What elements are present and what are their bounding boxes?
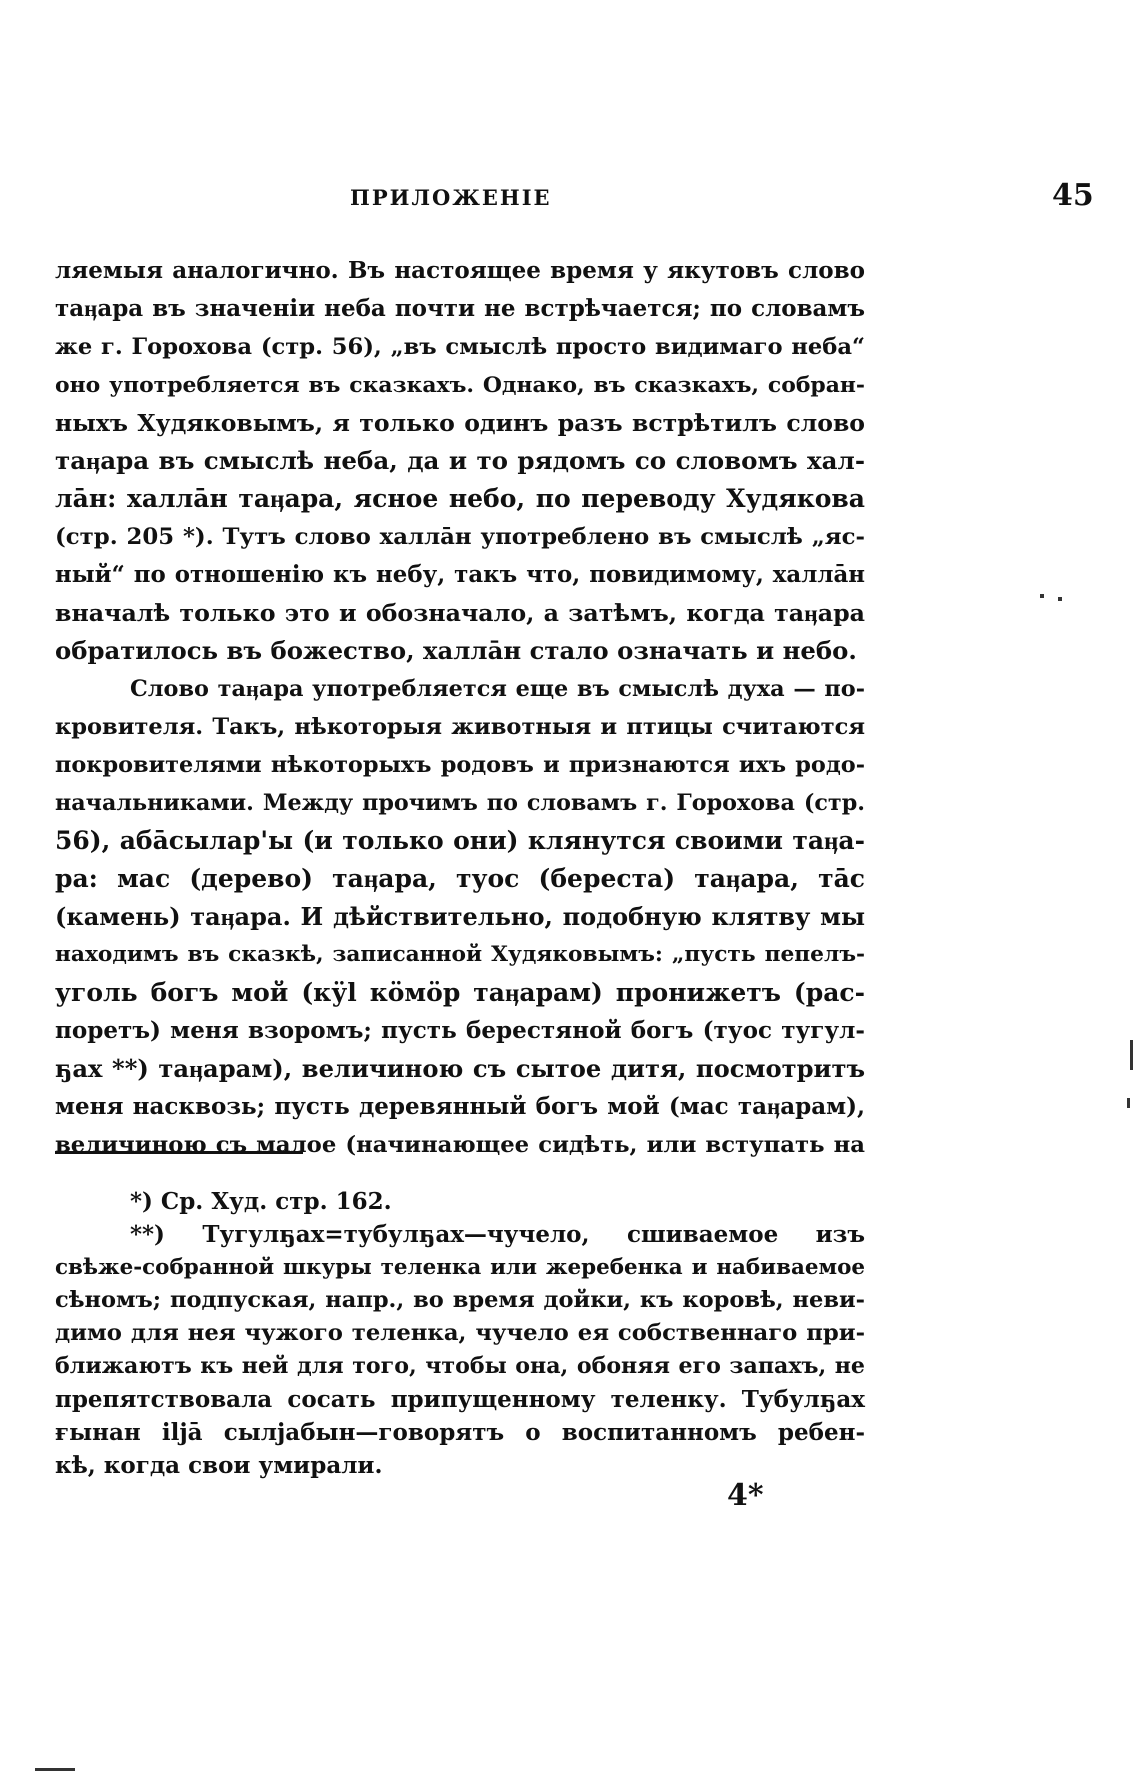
body-line: начальниками. Между прочимъ по словамъ г. Горохова (стр. <box>55 790 865 816</box>
body-line: обратилось въ божество, халлāн стало означать и небо. <box>55 636 857 665</box>
footnote-line: препятствовала сосать припущенному теленку. Тубулҕах <box>55 1386 865 1413</box>
footnotes <box>55 1185 865 1482</box>
page-number: 45 <box>1052 178 1094 213</box>
footnote-line: **) Тугулҕах=тубулҕах—чучело, сшиваемое изъ <box>130 1221 865 1248</box>
body-text <box>55 252 865 1164</box>
footnote-line: димо для нея чужого теленка, чучело ея собственнаго при- <box>55 1320 865 1346</box>
body-line: ныхъ Худяковымъ, я только одинъ разъ встрѣтилъ слово <box>55 409 865 437</box>
body-line: покровителями нѣкоторыхъ родовъ и признаются ихъ родо- <box>55 752 865 778</box>
body-line: ра: мас (дерево) таӊара, туос (береста) таӊара, тāс <box>55 864 865 893</box>
body-line: поретъ) меня взоромъ; пусть берестяной богъ (туос тугул- <box>55 1017 865 1044</box>
body-line: 56), абāсылар'ы (и только они) клянутся своими таӊа- <box>55 826 865 855</box>
body-line: вначалѣ только это и обозначало, а затѣмъ, когда таӊара <box>55 599 865 627</box>
footnote-line: ғынан ilјā сылјабын—говорятъ о воспитанномъ ребен- <box>55 1419 865 1446</box>
footnote-line: кѣ, когда свои умирали. <box>55 1452 383 1479</box>
body-line: таӊара въ смыслѣ неба, да и то рядомъ со словомъ хал- <box>55 446 865 475</box>
body-line: (стр. 205 *). Тутъ слово халлāн употреблено въ смыслѣ „яс- <box>55 524 865 550</box>
body-line: величиною съ малое (начинающее сидѣть, или вступать на <box>55 1132 865 1158</box>
footnote-line: ближаютъ къ ней для того, чтобы она, обоняя его запахъ, не <box>55 1353 865 1379</box>
running-head: ПРИЛОЖЕНІЕ <box>350 185 552 210</box>
body-line: ҕах **) таӊарам), величиною съ сытое дитя, посмотритъ <box>55 1054 865 1083</box>
body-line: же г. Горохова (стр. 56), „въ смыслѣ просто видимаго неба“ <box>55 334 865 360</box>
body-line: меня насквозь; пусть деревянный богъ мой (мас таӊарам), <box>55 1093 865 1120</box>
body-line: кровителя. Такъ, нѣкоторыя животныя и птицы считаются <box>55 714 865 740</box>
scan-speck <box>1127 1098 1130 1108</box>
scan-speck <box>1130 1040 1133 1070</box>
body-line: находимъ въ сказкѣ, записанной Худяковымъ: „пусть пепелъ- <box>55 942 865 967</box>
signature-mark: 4* <box>727 1478 764 1513</box>
body-line: Слово таӊара употребляется еще въ смыслѣ духа — по- <box>130 676 865 702</box>
body-line: уголь богъ мой (кӱl кӧмӧр таӊарам) пронижетъ (рас- <box>55 978 865 1007</box>
body-line: лāн: халлāн таӊара, ясное небо, по переводу Худякова <box>55 484 865 513</box>
body-line: ный“ по отношенію къ небу, такъ что, повидимому, халлāн <box>55 562 865 588</box>
footnote-line: сѣномъ; подпуская, напр., во время дойки, къ коровѣ, неви- <box>55 1287 865 1313</box>
scan-speck <box>1040 594 1044 598</box>
footnote-rule <box>55 1151 303 1154</box>
footnote-line: *) Ср. Худ. стр. 162. <box>130 1188 392 1215</box>
scan-speck <box>1058 597 1062 601</box>
body-line: (камень) таӊара. И дѣйствительно, подобную клятву мы <box>55 902 865 931</box>
scan-speck <box>35 1768 75 1771</box>
body-line: оно употребляется въ сказкахъ. Однако, въ сказкахъ, собран- <box>55 372 865 398</box>
body-line: ляемыя аналогично. Въ настоящее время у якутовъ слово <box>55 257 865 284</box>
body-line: таӊара въ значеніи неба почти не встрѣчается; по словамъ <box>55 295 865 322</box>
footnote-line: свѣже-собранной шкуры теленка или жеребенка и набиваемое <box>55 1255 865 1280</box>
